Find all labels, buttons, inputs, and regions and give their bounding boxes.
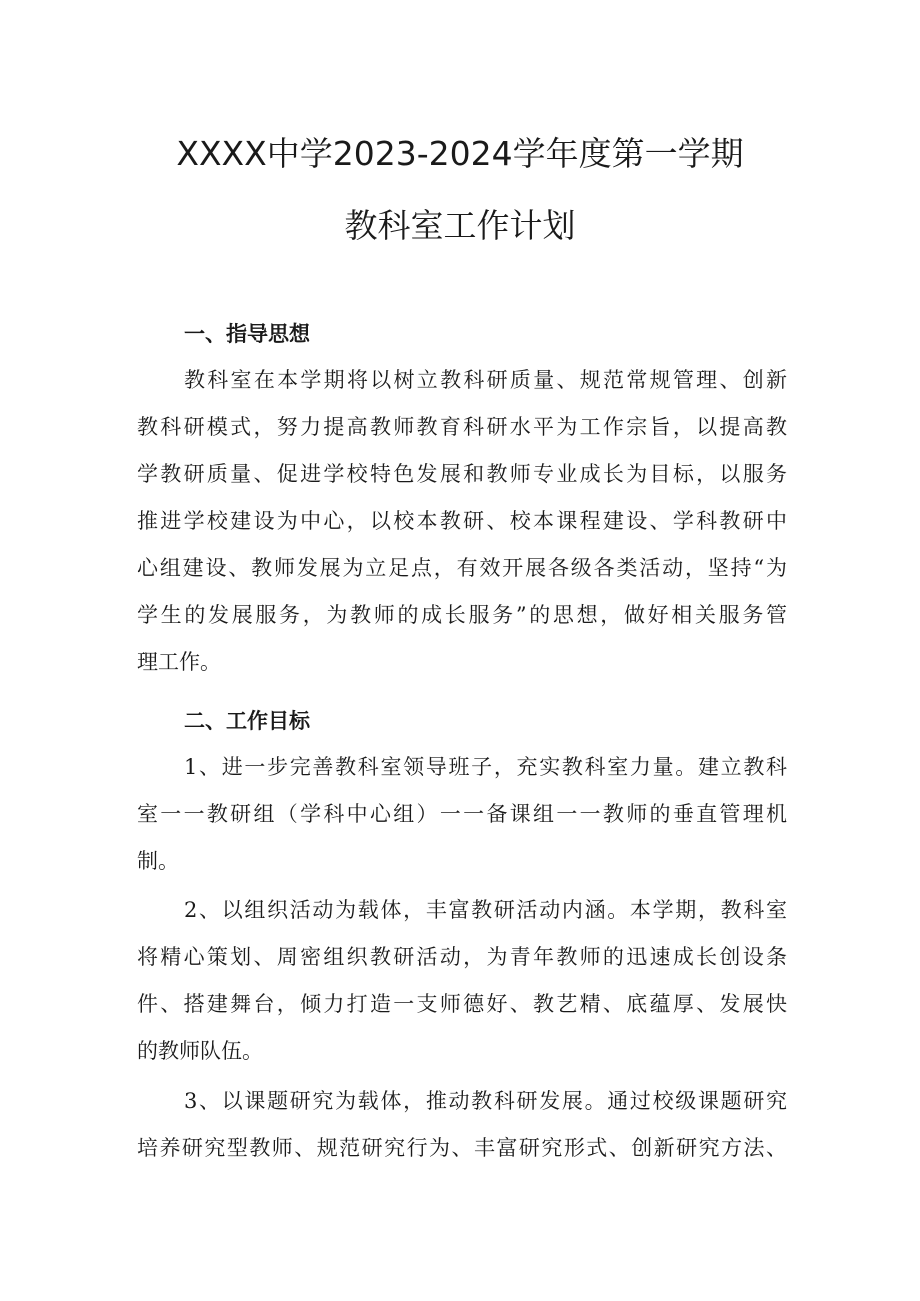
paragraph-line: 件、搭建舞台，倾力打造一支师德好、教艺精、底蕴厚、发展快 [137,992,787,1016]
paragraph-line: 理工作。 [137,650,221,674]
paragraph-line: 1、进一步完善教科室领导班子，充实教科室力量。建立教科 [184,755,787,779]
paragraph-line: 室一一教研组（学科中心组）一一备课组一一教师的垂直管理机 [137,802,787,826]
paragraph-line: 推进学校建设为中心，以校本教研、校本课程建设、学科教研中 [137,509,787,533]
paragraph-line: 3、以课题研究为载体，推动教科研发展。通过校级课题研究 [184,1089,787,1113]
paragraph-line: 教科室在本学期将以树立教科研质量、规范常规管理、创新 [184,368,787,392]
paragraph-line: 制。 [137,849,179,873]
paragraph-line: 心组建设、教师发展为立足点，有效开展各级各类活动，坚持“为 [137,556,787,580]
paragraph-line: 教科研模式，努力提高教师教育科研水平为工作宗旨，以提高教 [137,415,787,439]
section-heading-guiding-ideology: 一、指导思想 [184,322,310,346]
section-heading-work-goals: 二、工作目标 [184,709,310,733]
paragraph-line: 学生的发展服务，为教师的成长服务”的思想，做好相关服务管 [137,603,787,627]
paragraph-line: 2、以组织活动为载体，丰富教研活动内涵。本学期，教科室 [184,898,787,922]
paragraph-line: 学教研质量、促进学校特色发展和教师专业成长为目标，以服务 [137,462,787,486]
document-title-line1: XXXX中学2023-2024学年度第一学期 [176,134,744,173]
paragraph-line: 培养研究型教师、规范研究行为、丰富研究形式、创新研究方法、 [137,1136,787,1160]
document-title-line2: 教科室工作计划 [344,206,576,245]
paragraph-line: 的教师队伍。 [137,1039,263,1063]
paragraph-line: 将精心策划、周密组织教研活动，为青年教师的迅速成长创设条 [137,945,787,969]
